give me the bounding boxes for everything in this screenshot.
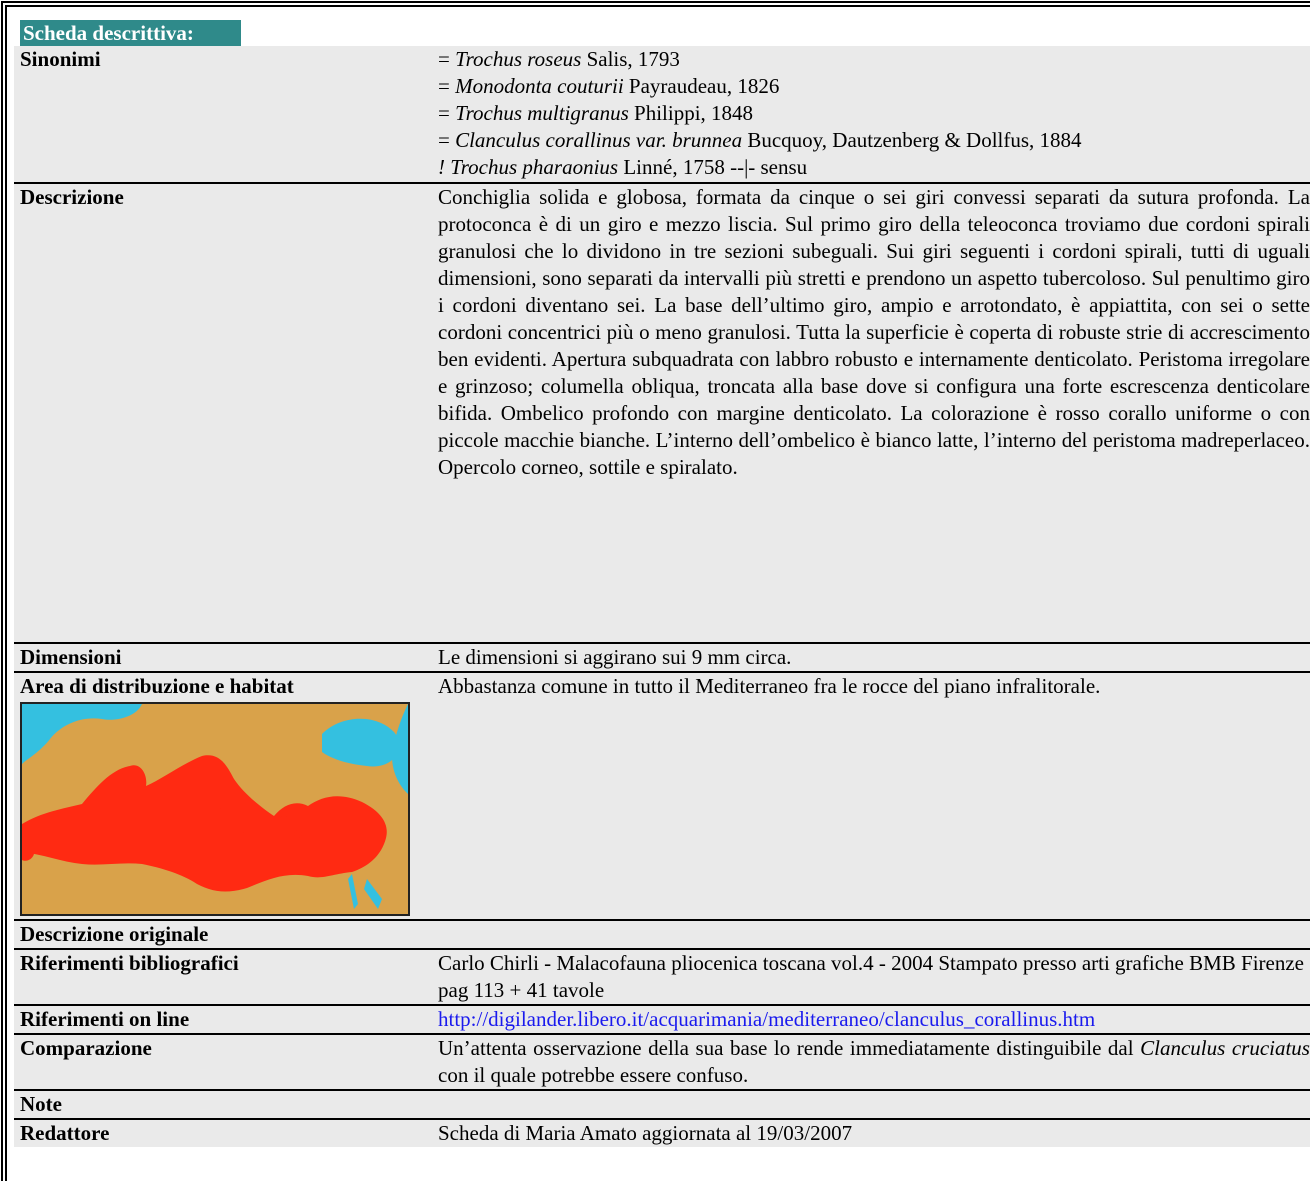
sinonimi-list (438, 46, 1310, 181)
synonym-5: ! Trochus pharaonius Linné, 1758 --|- sensu (438, 155, 808, 179)
label-dimensioni: Dimensioni (20, 645, 122, 669)
synonym-4: = Clanculus corallinus var. brunnea Bucquoy, Dautzenberg & Dollfus, 1884 (438, 128, 1082, 152)
synonym-2-author: Payraudeau, 1826 (623, 74, 780, 98)
redattore-text: Scheda di Maria Amato aggiornata al 19/03/2007 (438, 1121, 853, 1145)
species-sheet (14, 20, 1310, 1157)
distribution-map (20, 702, 410, 916)
synonym-4-name: Clanculus corallinus var. brunnea (455, 128, 743, 152)
row-area (14, 673, 1310, 921)
row-comparazione (14, 1035, 1310, 1091)
label-descrizione-originale: Descrizione originale (20, 922, 209, 946)
label-note: Note (20, 1092, 62, 1116)
sheet-header (14, 20, 1310, 48)
mediterranean-map-image (22, 704, 408, 914)
synonym-3-name: Trochus multigranus (455, 101, 629, 125)
synonym-5-name: Trochus pharaonius (450, 155, 619, 179)
sheet-title: Scheda descrittiva: (20, 20, 241, 46)
label-descrizione: Descrizione (20, 185, 124, 209)
synonym-3-author: Philippi, 1848 (628, 101, 754, 125)
synonym-3: = Trochus multigranus Philippi, 1848 (438, 101, 754, 125)
sheet-rows (14, 46, 1310, 1147)
descrizione-text: Conchiglia solida e globosa, formata da cinque o sei giri convessi separati da sutura profonda. La protoconca è di un giro e mezzo liscia. Sul primo giro della teleoconca troviamo due cordoni spirali granulosi che lo dividono in tre sezioni subeguali. Sui giri seguenti i cordoni spirali, tutti di uguali dimensioni, sono separati da intervalli più stretti e prendono un aspetto tubercoloso. Sul penultimo giro i cordoni diventano sei. La base dell’ultimo giro, ampio e arrotondato, è appiattita, con sei o sette cordoni concentrici più o meno granulosi. Tutta la superficie è coperta di robuste strie di accrescimento ben evidenti. Apertura subquadrata con labbro robusto e internamente denticolato. Peristoma irregolare e grinzoso; columella obliqua, troncata alla base dove si configura una forte escrescenza denticolare bifida. Ombelico profondo con margine denticolato. La colorazione è rosso corallo uniforme o con piccole macchie bianche. L’interno dell’ombelico è bianco latte, l’interno del peristoma madreperlaceo. Opercolo corneo, sottile e spiralato. (438, 185, 1310, 479)
row-riferimenti-bibliografici (14, 950, 1310, 1006)
row-redattore (14, 1120, 1310, 1147)
row-sinonimi (14, 46, 1310, 184)
synonym-2-name: Monodonta couturii (455, 74, 624, 98)
row-riferimenti-online (14, 1006, 1310, 1035)
synonym-4-author: Bucquoy, Dautzenberg & Dollfus, 1884 (742, 128, 1082, 152)
area-text: Abbastanza comune in tutto il Mediterraneo fra le rocce del piano infralitorale. (438, 674, 1101, 698)
label-riferimenti-bibliografici: Riferimenti bibliografici (20, 951, 239, 975)
label-sinonimi: Sinonimi (20, 47, 101, 71)
synonym-1-name: Trochus roseus (455, 47, 582, 71)
synonym-1-author: Salis, 1793 (581, 47, 680, 71)
row-descrizione (14, 184, 1310, 644)
synonym-1: = Trochus roseus Salis, 1793 (438, 47, 680, 71)
riferimenti-online-cell (438, 1006, 1310, 1033)
label-riferimenti-online: Riferimenti on line (20, 1007, 190, 1031)
riferimenti-bibliografici-text: Carlo Chirli - Malacofauna pliocenica toscana vol.4 - 2004 Stampato presso arti grafiche BMB Firenze pag 113 + 41 tavole (438, 951, 1304, 1002)
synonym-5-author: Linné, 1758 --|- sensu (618, 155, 808, 179)
comparazione-text: Un’attenta osservazione della sua base lo rende immediatamente distinguibile dal Clanculus cruciatus con il quale potrebbe essere confuso. (438, 1036, 1310, 1087)
comparazione-species: Clanculus cruciatus (1140, 1036, 1310, 1060)
dimensioni-text: Le dimensioni si aggirano sui 9 mm circa. (438, 645, 792, 669)
label-comparazione: Comparazione (20, 1036, 152, 1060)
row-dimensioni (14, 644, 1310, 673)
row-note (14, 1091, 1310, 1120)
online-reference-link[interactable]: http://digilander.libero.it/acquarimania/mediterraneo/clanculus_corallinus.htm (438, 1007, 1096, 1031)
label-redattore: Redattore (20, 1121, 110, 1145)
synonym-2: = Monodonta couturii Payraudeau, 1826 (438, 74, 780, 98)
row-descrizione-originale (14, 921, 1310, 950)
label-area: Area di distribuzione e habitat (20, 674, 294, 698)
